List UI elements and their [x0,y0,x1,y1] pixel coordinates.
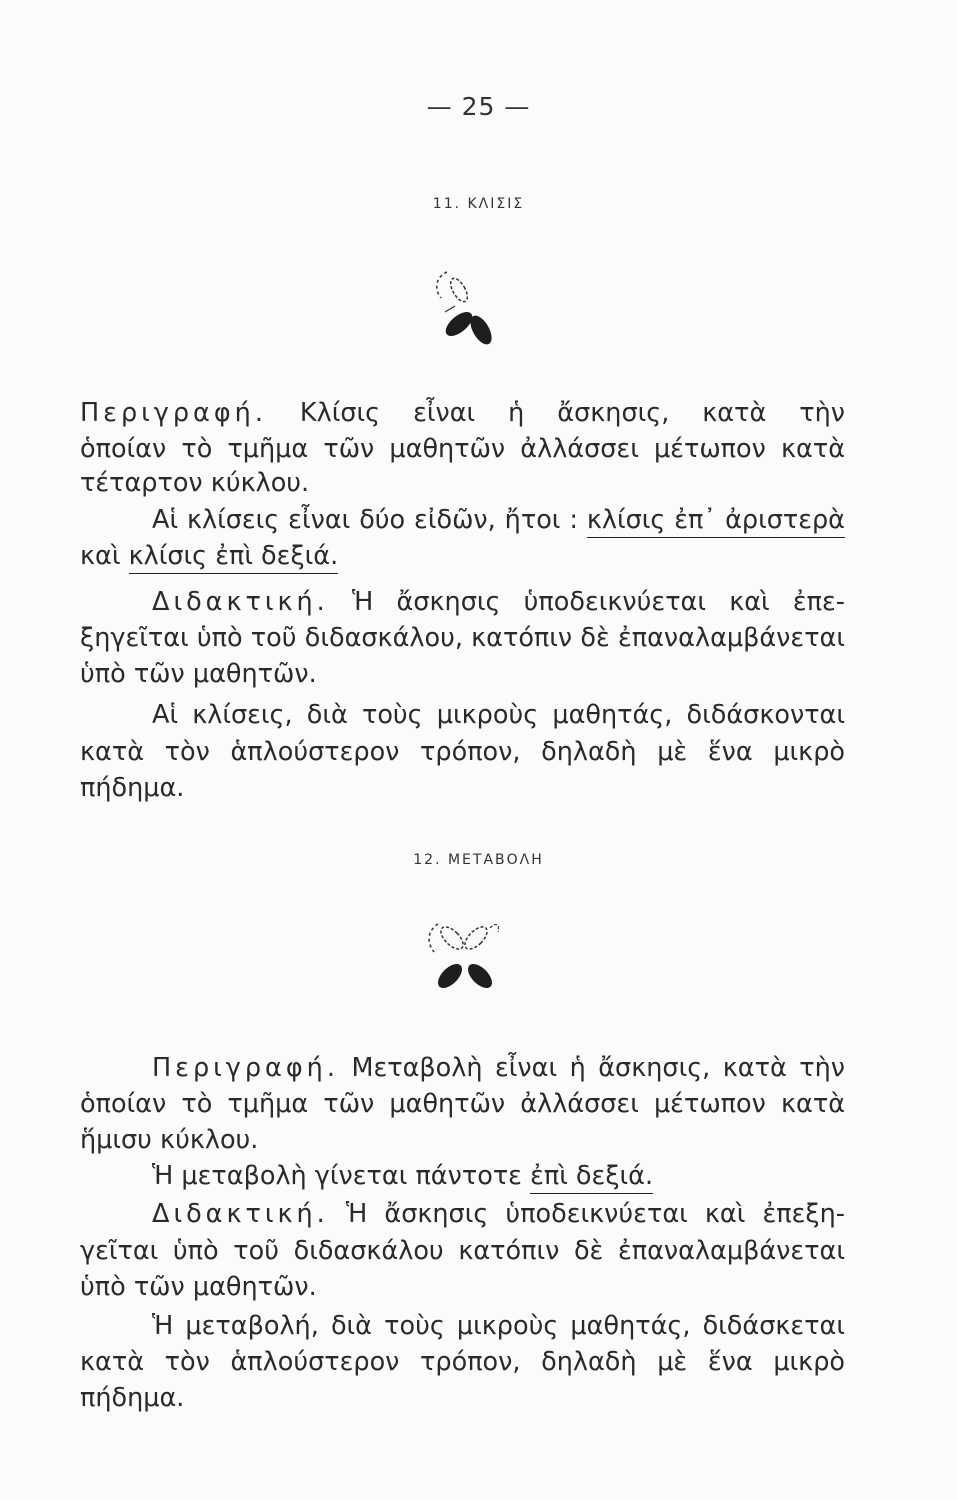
footprints-turn-icon [425,268,505,356]
paragraph-line: Αἱ κλίσεις, διὰ τοὺς μικροὺς μαθητάς, διδάσκονται [152,700,845,730]
paragraph-line [152,1052,845,1084]
paragraph-line: κατὰ τὸν ἁπλούστερον τρόπον, δηλαδὴ μὲ ἕνα μικρὸ [80,1347,845,1377]
text-span: Αἱ κλίσεις εἶναι δύο εἰδῶν, ἤτοι : [152,505,578,535]
paragraph-line: γεῖται ὑπὸ τοῦ διδασκάλου κατόπιν δὲ ἐπαναλαμβάνεται [80,1236,845,1266]
paragraph-line [152,504,845,536]
paragraph-line: ἥμισυ κύκλου. [80,1125,259,1155]
paragraph-line [152,1160,845,1192]
paragraph-line [152,1198,845,1230]
paragraph-line: ξηγεῖται ὑπὸ τοῦ διδασκάλου, κατόπιν δὲ ἐπαναλαμβάνεται [80,623,845,653]
paragraph-line: Ἡ μεταβολή, διὰ τοὺς μικροὺς μαθητάς, διδάσκεται [152,1311,845,1341]
text-span: Ἡ ἄσκησις ὑποδεικνύεται καὶ ἐπεξη- [345,1199,845,1229]
section-heading-metavoli: 12. ΜΕΤΑΒΟΛΗ [413,852,544,868]
paragraph-line: ὁποίαν τὸ τμῆμα τῶν μαθητῶν ἀλλάσσει μέτωπον κατὰ [80,1089,845,1119]
paragraph-line [80,540,845,572]
underlined-text: ἐπὶ δεξιά. [530,1161,653,1194]
text-span: Κλίσις εἶναι ἡ ἄσκησις, κατὰ τὴν [299,398,845,428]
underlined-text: κλίσις ἐπ᾽ ἀριστερὰ [587,505,845,538]
paragraph-line: ὁποίαν τὸ τμῆμα τῶν μαθητῶν ἀλλάσσει μέτωπον κατὰ [80,434,845,464]
section-label: Διδακτική. [152,587,329,617]
underlined-text: κλίσις ἐπὶ δεξιά. [129,541,339,574]
section-label: Περιγραφή. [80,398,267,428]
text-span: Ἡ ἄσκησις ὑποδεικνύεται καὶ ἐπε- [352,587,845,617]
text-span: Ἡ μεταβολὴ γίνεται πάντοτε [152,1161,522,1191]
paragraph-line: πήδημα. [80,773,185,803]
paragraph-line [152,586,845,618]
footprints-about-turn-icon [420,918,510,998]
section-label: Περιγραφή. [152,1053,339,1083]
page-number: — 25 — [426,92,531,121]
paragraph-line: ὑπὸ τῶν μαθητῶν. [80,1272,317,1302]
text-span: Μεταβολὴ εἶναι ἡ ἄσκησις, κατὰ τὴν [351,1053,846,1083]
paragraph-line: τέταρτον κύκλου. [80,468,310,498]
paragraph-line [80,397,845,429]
section-label: Διδακτική. [152,1199,329,1229]
paragraph-line: ὑπὸ τῶν μαθητῶν. [80,659,317,689]
text-span: καὶ [80,541,121,571]
paragraph-line: κατὰ τὸν ἁπλούστερον τρόπον, δηλαδὴ μὲ ἕνα μικρὸ [80,737,845,767]
paragraph-line: πήδημα. [80,1383,185,1413]
section-heading-klisis: 11. ΚΛΙΣΙΣ [432,196,525,212]
